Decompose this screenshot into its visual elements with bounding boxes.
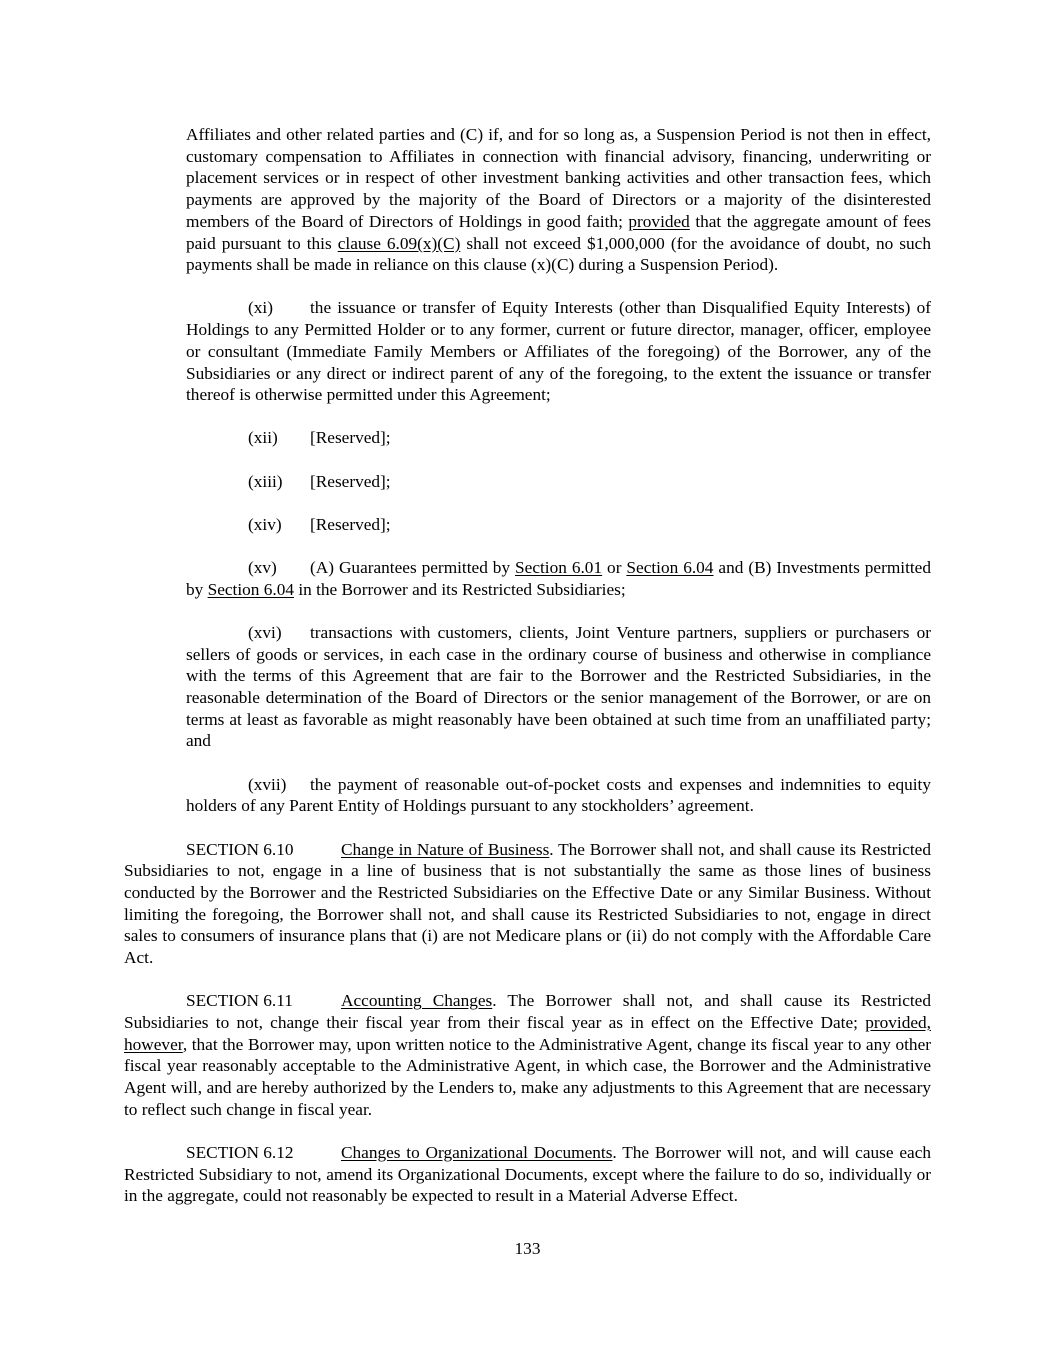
section-6-10-heading: Change in Nature of Business <box>341 839 550 859</box>
item-xi-number: (xi) <box>248 298 273 318</box>
item-xiii <box>186 471 931 493</box>
section-6-11 <box>124 990 931 1120</box>
clause-reference: clause 6.09(x)(C) <box>337 233 461 253</box>
continuation-text-c: shall not exceed $1,000,000 (for the avoidance of doubt, no such payments shall be made in reliance on this clause (x)(C) during a Suspension Period). <box>186 233 931 275</box>
item-xiv <box>186 514 931 536</box>
item-xv-text-a: (A) Guarantees permitted by <box>310 558 516 578</box>
item-xvi-number: (xvi) <box>248 622 282 642</box>
continuation-text-a: Affiliates and other related parties and (C) if, and for so long as, a Suspension Period is not then in effect, customary compensation to Affiliates in connection with financial advisory, financing, underwriting or placement services or in respect of other investment banking activities and other transaction fees, which payments are approved by the majority of the Board of Directors or a majority of the disinterested members of the Board of Directors of Holdings in good faith; <box>186 125 931 231</box>
item-xv <box>186 557 931 600</box>
section-6-11-number: SECTION 6.11 <box>186 991 293 1011</box>
section-601-reference: Section 6.01 <box>515 558 603 578</box>
section-6-12-number: SECTION 6.12 <box>186 1143 294 1163</box>
item-xiii-number: (xiii) <box>248 471 283 491</box>
page-body <box>124 124 931 1207</box>
item-xi <box>186 297 931 406</box>
continuation-paragraph <box>186 124 931 276</box>
item-xvi-text: transactions with customers, clients, Joint Venture partners, suppliers or purchasers or sellers of goods or services, in each case in the ordinary course of business and otherwise in compliance with the terms of this Agreement that are fair to the Borrower and the Restricted Subsidiaries, in the reasonable determination of the Board of Directors or the senior management of the Borrower, or are on terms at least as favorable as might reasonably have been obtained at such time from an unaffiliated party; and <box>186 622 931 751</box>
section-6-10-number: SECTION 6.10 <box>186 839 294 859</box>
section-6-11-text-a: . The Borrower shall not, and shall cause its Restricted Subsidiaries to not, change their fiscal year from their fiscal year as in effect on the Effective Date; <box>124 991 931 1032</box>
provided-term: provided <box>628 211 690 231</box>
section-604-reference: Section 6.04 <box>626 558 714 578</box>
item-xvii <box>186 774 931 817</box>
item-xvii-number: (xvii) <box>248 774 287 794</box>
section-6-12-text: . The Borrower will not, and will cause each Restricted Subsidiary to not, amend its Organizational Documents, except where the failure to do so, individually or in the aggregate, could not reasonably be expected to result in a Material Adverse Effect. <box>124 1143 932 1206</box>
item-xv-text-c: and (B) Investments permitted by <box>186 558 931 599</box>
section-6-11-text-b: , that the Borrower may, upon written notice to the Administrative Agent, change its fiscal year to any other fiscal year reasonably acceptable to the Administrative Agent, in which case, the Borrower and the Administrative Agent will, and are hereby authorized by the Lenders to, make any adjustments to this Agreement that are necessary to reflect such change in fiscal year. <box>124 1034 931 1119</box>
item-xi-text: the issuance or transfer of Equity Interests (other than Disqualified Equity Interests) of Holdings to any Permitted Holder or to any former, current or future director, manager, officer, employee or consultant (Immediate Family Members or Affiliates of the foregoing) of the Borrower, any of the Subsidiaries or any direct or indirect parent of any of the foregoing, to the extent the issuance or transfer thereof is otherwise permitted under this Agreement; <box>186 298 931 405</box>
item-xiii-text: [Reserved]; <box>310 471 391 491</box>
item-xvi <box>186 622 931 752</box>
item-xv-text-d: in the Borrower and its Restricted Subsidiaries; <box>294 579 626 599</box>
section-604-reference-2: Section 6.04 <box>207 579 295 599</box>
item-xii-text: [Reserved]; <box>310 428 391 448</box>
item-xiv-number: (xiv) <box>248 514 282 534</box>
item-xii <box>186 427 931 449</box>
item-xvii-text: the payment of reasonable out-of-pocket costs and expenses and indemnities to equity holders of any Parent Entity of Holdings pursuant to any stockholders’ agreement. <box>186 774 931 816</box>
section-6-10 <box>124 839 931 969</box>
continuation-text-b: that the aggregate amount of fees paid pursuant to this <box>186 211 931 253</box>
proviso-term: provided, however <box>124 1013 931 1054</box>
page-number: 133 <box>514 1239 541 1258</box>
item-xii-number: (xii) <box>248 428 278 448</box>
item-xiv-text: [Reserved]; <box>310 514 391 534</box>
section-6-12 <box>124 1142 931 1207</box>
item-xv-text-b: or <box>602 558 627 578</box>
section-6-10-text: . The Borrower shall not, and shall cause its Restricted Subsidiaries to not, engage in a line of business that is not substantially the same as those lines of business conducted by the Borrower and the Restricted Subsidiaries on the Effective Date or any Similar Business. Without limiting the foregoing, the Borrower shall not, and shall cause its Restricted Subsidiaries to not, engage in direct sales to consumers of insurance plans that (i) are not Medicare plans or (ii) do not comply with the Affordable Care Act. <box>124 839 931 968</box>
item-xv-number: (xv) <box>248 558 277 578</box>
section-6-11-heading: Accounting Changes <box>341 991 493 1011</box>
section-6-12-heading: Changes to Organizational Documents <box>341 1143 613 1163</box>
